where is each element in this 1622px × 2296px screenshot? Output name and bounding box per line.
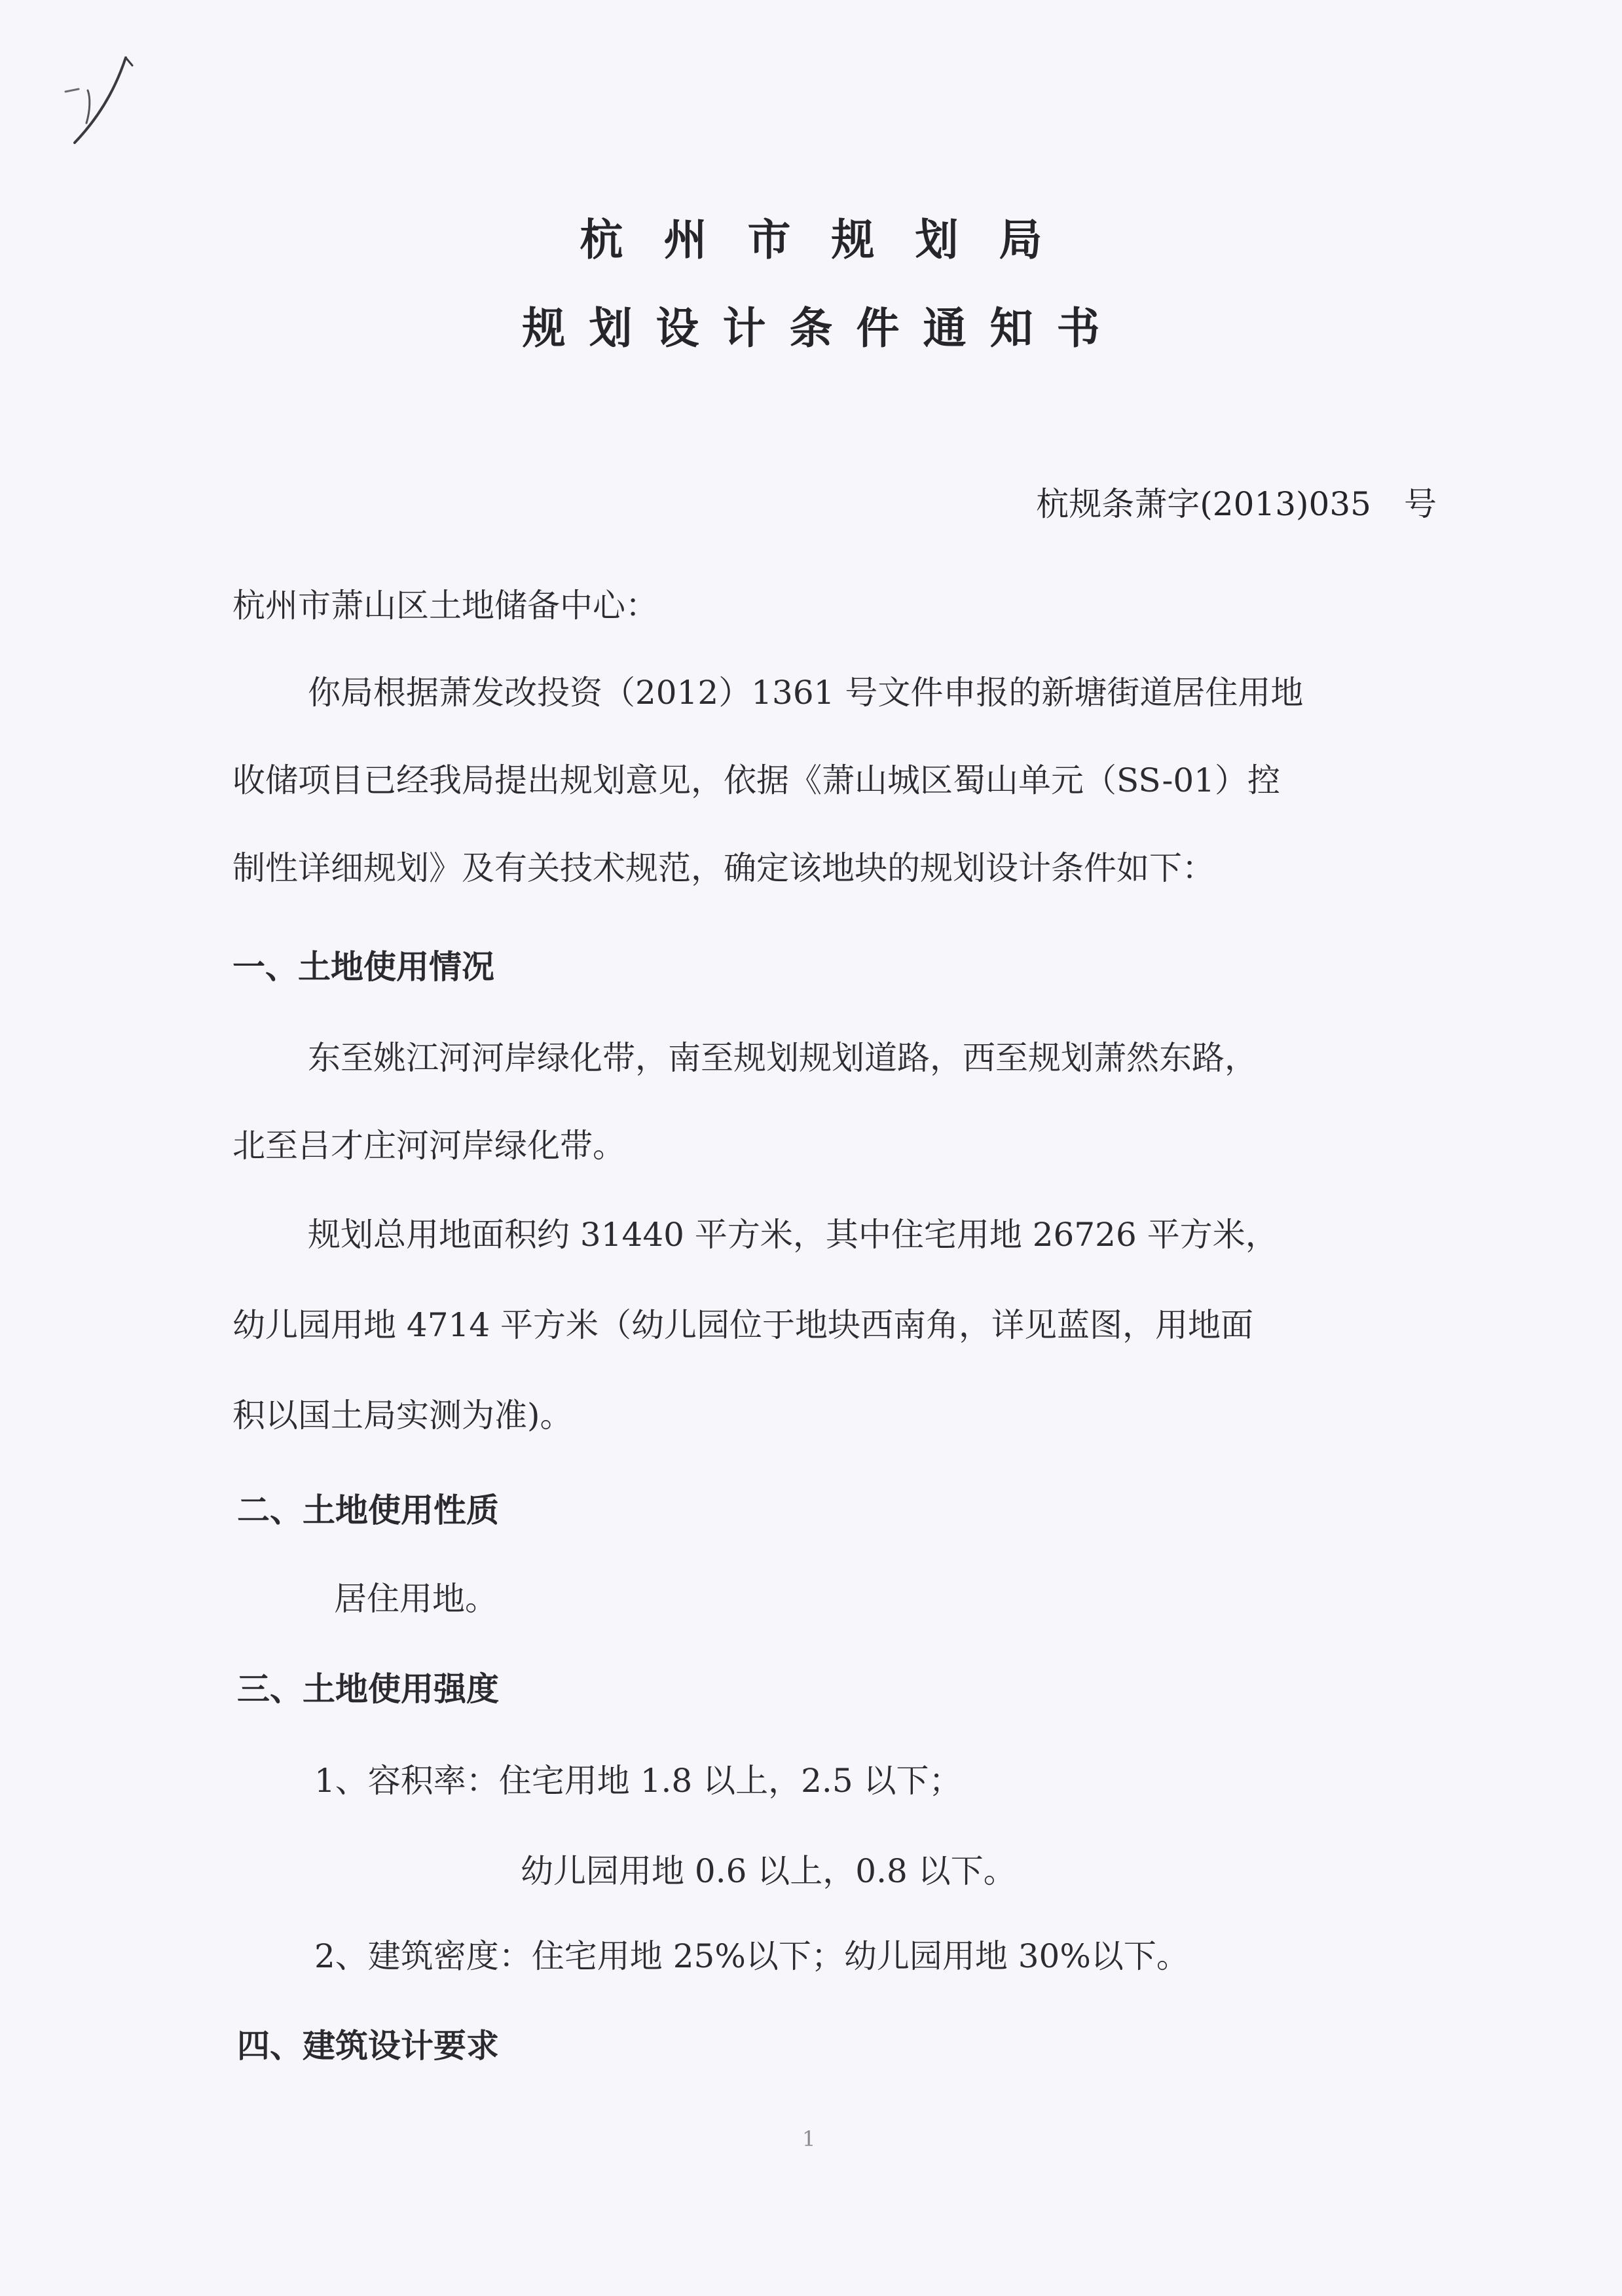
- section-1-heading: 一、土地使用情况: [232, 948, 494, 986]
- title-bureau-name: 杭州市规划局: [580, 215, 1083, 265]
- section-1-area-line-2: 幼儿园用地 4714 平方米（幼儿园位于地块西南角，详见蓝图，用地面: [232, 1306, 1254, 1344]
- section-1-area-line-1: 规划总用地面积约 31440 平方米，其中住宅用地 26726 平方米，: [308, 1216, 1278, 1254]
- document-number: 杭规条萧字(2013)035 号: [1036, 485, 1437, 523]
- intro-line-3: 制性详细规划》及有关技术规范，确定该地块的规划设计条件如下：: [232, 849, 1215, 887]
- floor-area-ratio-residential: 1、容积率：住宅用地 1.8 以上，2.5 以下；: [314, 1762, 962, 1800]
- section-1-boundary-line-1: 东至姚江河河岸绿化带，南至规划规划道路，西至规划萧然东路，: [308, 1039, 1257, 1077]
- section-2-heading: 二、土地使用性质: [237, 1491, 499, 1529]
- handwritten-check-mark: [60, 51, 145, 156]
- section-1-boundary-line-2: 北至吕才庄河河岸绿化带。: [232, 1127, 625, 1165]
- addressee: 杭州市萧山区土地储备中心：: [232, 587, 658, 625]
- intro-line-2: 收储项目已经我局提出规划意见，依据《萧山城区蜀山单元（SS-01）控: [232, 761, 1280, 799]
- title-document-type: 规划设计条件通知书: [522, 303, 1124, 354]
- section-4-heading: 四、建筑设计要求: [237, 2027, 499, 2065]
- building-density: 2、建筑密度：住宅用地 25%以下；幼儿园用地 30%以下。: [314, 1937, 1189, 1975]
- floor-area-ratio-kindergarten: 幼儿园用地 0.6 以上，0.8 以下。: [521, 1852, 1016, 1890]
- intro-line-1: 你局根据萧发改投资（2012）1361 号文件申报的新塘街道居住用地: [308, 674, 1304, 712]
- page-number: 1: [802, 2126, 816, 2151]
- section-3-heading: 三、土地使用强度: [237, 1670, 499, 1708]
- section-1-area-line-3: 积以国土局实测为准)。: [232, 1396, 573, 1434]
- section-2-content: 居住用地。: [334, 1580, 498, 1618]
